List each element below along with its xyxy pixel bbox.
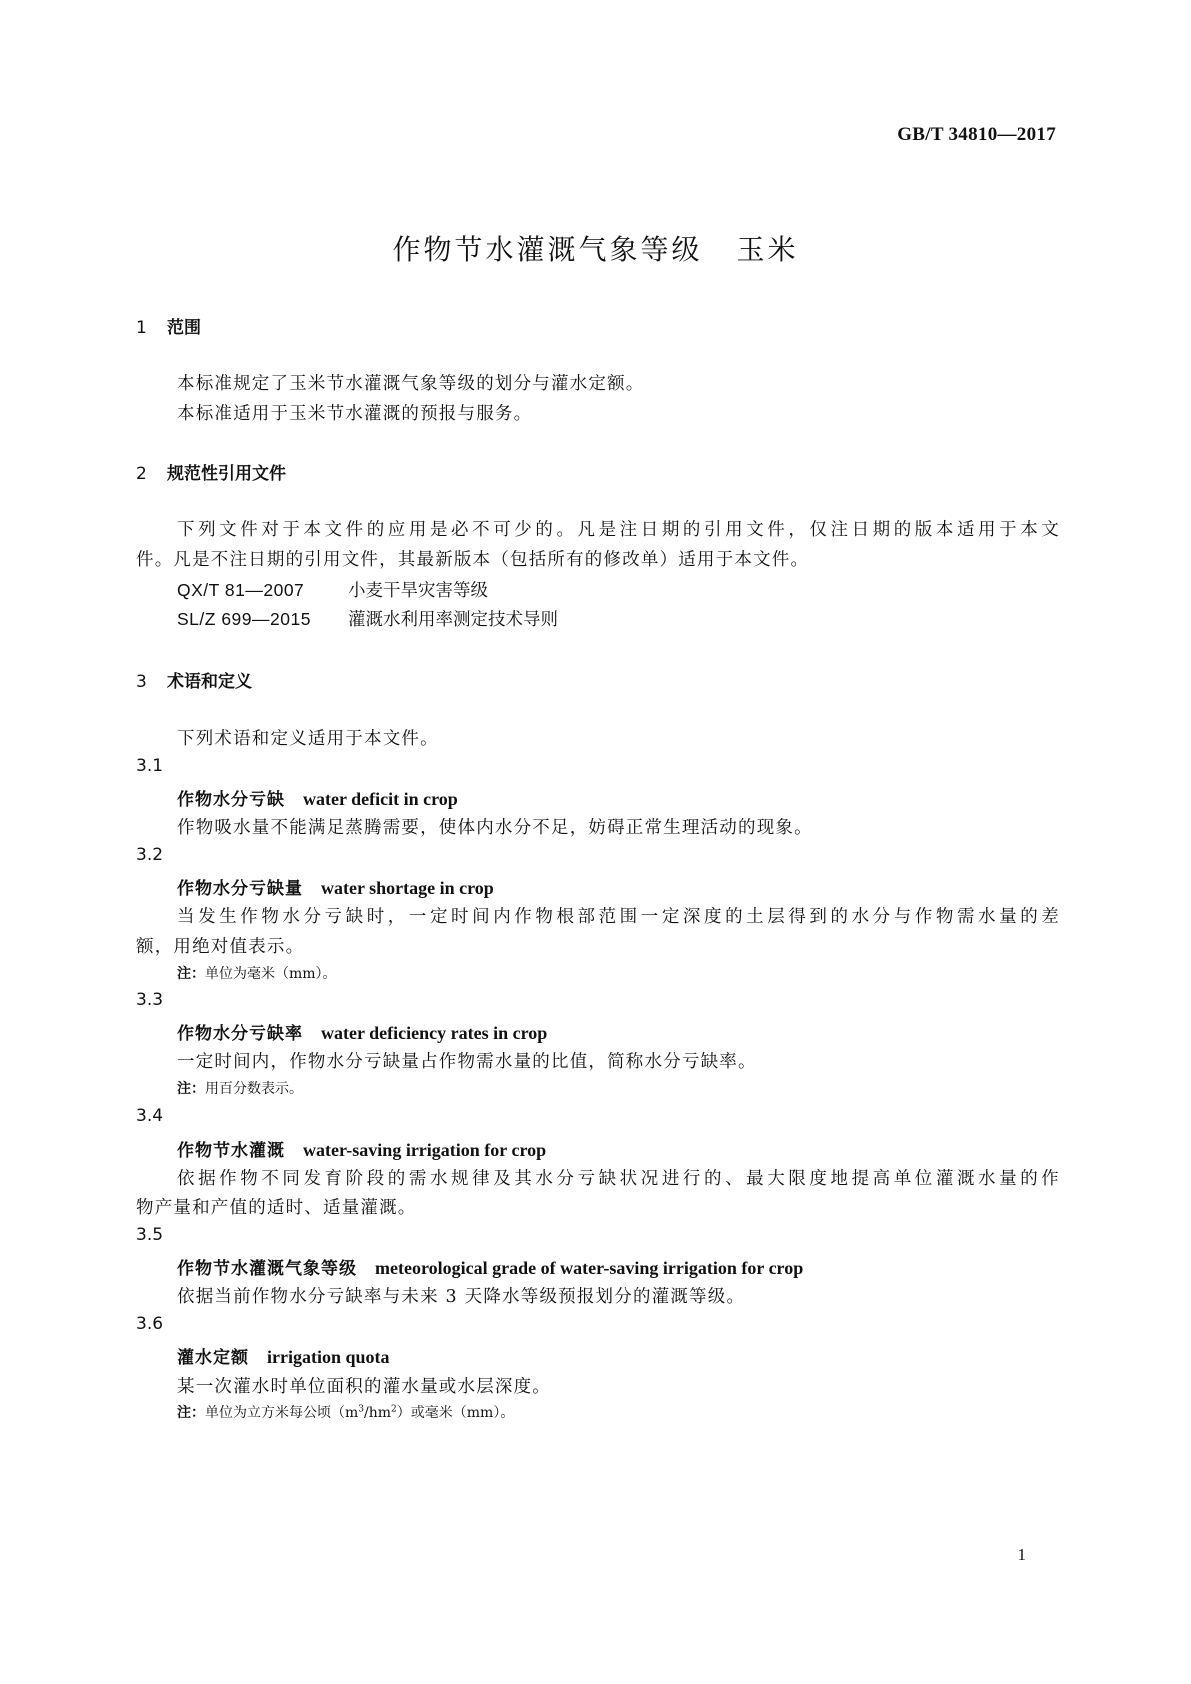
section-title: 范围 — [167, 318, 201, 338]
term-heading — [177, 1136, 546, 1161]
reference-code: SL/Z 699—2015 — [177, 609, 311, 629]
paragraph: 下列术语和定义适用于本文件。 — [177, 729, 439, 749]
term-definition: 某一次灌水时单位面积的灌水量或水层深度。 — [177, 1377, 551, 1397]
note-text: 用百分数表示。 — [205, 1081, 303, 1097]
term-english: irrigation quota — [267, 1347, 390, 1367]
note-text: 单位为毫米（mm）。 — [205, 966, 337, 982]
reference-title: 小麦干旱灾害等级 — [348, 581, 488, 601]
note — [177, 1078, 303, 1098]
note-text: ）或毫米（mm）。 — [396, 1405, 515, 1421]
section-title: 规范性引用文件 — [167, 464, 286, 484]
note-label: 注： — [177, 1405, 205, 1421]
document-title — [0, 228, 1191, 268]
term-chinese: 作物节水灌溉气象等级 — [177, 1259, 357, 1279]
reference-item — [177, 577, 488, 602]
section-number: 1 — [136, 318, 147, 338]
page-number: 1 — [1017, 1545, 1026, 1564]
term-number: 3.6 — [136, 1314, 164, 1334]
note-superscript: 2 — [391, 1404, 397, 1415]
term-english: water deficiency rates in crop — [321, 1023, 548, 1043]
term-heading — [177, 1019, 547, 1044]
section-heading-normative-references — [136, 459, 286, 484]
term-number: 3.3 — [136, 990, 164, 1010]
term-definition-line: 物产量和产值的适时、适量灌溉。 — [136, 1198, 417, 1218]
term-definition: 作物吸水量不能满足蒸腾需要，使体内水分不足，妨碍正常生理活动的现象。 — [177, 818, 813, 838]
paragraph: 本标准适用于玉米节水灌溉的预报与服务。 — [177, 404, 533, 424]
paragraph: 本标准规定了玉米节水灌溉气象等级的划分与灌水定额。 — [177, 374, 645, 394]
term-number: 3.2 — [136, 845, 164, 865]
term-heading — [177, 1343, 390, 1368]
note-text: 单位为立方米每公顷（m — [205, 1405, 359, 1421]
note-label: 注： — [177, 966, 205, 982]
term-definition: 依据当前作物水分亏缺率与未来 3 天降水等级预报划分的灌溉等级。 — [177, 1287, 746, 1307]
term-chinese: 作物节水灌溉 — [177, 1141, 285, 1161]
note-text: /hm — [364, 1405, 392, 1421]
note-label: 注： — [177, 1081, 205, 1097]
term-chinese: 作物水分亏缺 — [177, 790, 285, 810]
term-chinese: 作物水分亏缺量 — [177, 879, 303, 899]
term-number: 3.1 — [136, 756, 164, 776]
title-sub: 玉米 — [736, 233, 799, 266]
term-chinese: 灌水定额 — [177, 1348, 249, 1368]
title-main: 作物节水灌溉气象等级 — [392, 233, 703, 266]
term-definition: 一定时间内，作物水分亏缺量占作物需水量的比值，简称水分亏缺率。 — [177, 1052, 757, 1072]
term-chinese: 作物水分亏缺率 — [177, 1024, 303, 1044]
term-definition-line: 依据作物不同发育阶段的需水规律及其水分亏缺状况进行的、最大限度地提高单位灌溉水量的作 — [177, 1169, 1060, 1189]
section-title: 术语和定义 — [167, 672, 252, 692]
term-number: 3.5 — [136, 1225, 164, 1245]
term-english: water shortage in crop — [321, 878, 494, 898]
term-definition-line: 额，用绝对值表示。 — [136, 937, 305, 957]
reference-item — [177, 606, 558, 631]
paragraph-line: 下列文件对于本文件的应用是必不可少的。凡是注日期的引用文件，仅注日期的版本适用于本文 — [177, 520, 1060, 540]
section-heading-scope — [136, 313, 201, 338]
note-superscript: 3 — [358, 1404, 365, 1415]
term-definition-line: 当发生作物水分亏缺时，一定时间内作物根部范围一定深度的土层得到的水分与作物需水量的差 — [177, 907, 1060, 927]
term-heading — [177, 785, 458, 810]
reference-code: QX/T 81—2007 — [177, 580, 305, 600]
term-heading — [177, 1254, 803, 1279]
paragraph-line: 件。凡是不注日期的引用文件，其最新版本（包括所有的修改单）适用于本文件。 — [136, 550, 810, 570]
term-english: water deficit in crop — [303, 789, 458, 809]
section-number: 3 — [136, 672, 147, 692]
term-heading — [177, 874, 494, 899]
term-english: meteorological grade of water-saving irrigation for crop — [375, 1258, 804, 1278]
note — [177, 963, 337, 983]
standard-code: GB/T 34810—2017 — [897, 124, 1056, 145]
term-english: water-saving irrigation for crop — [303, 1140, 547, 1160]
section-heading-terms — [136, 667, 252, 692]
note — [177, 1402, 514, 1422]
term-number: 3.4 — [136, 1106, 164, 1126]
reference-title: 灌溉水利用率测定技术导则 — [348, 610, 558, 630]
section-number: 2 — [136, 464, 147, 484]
